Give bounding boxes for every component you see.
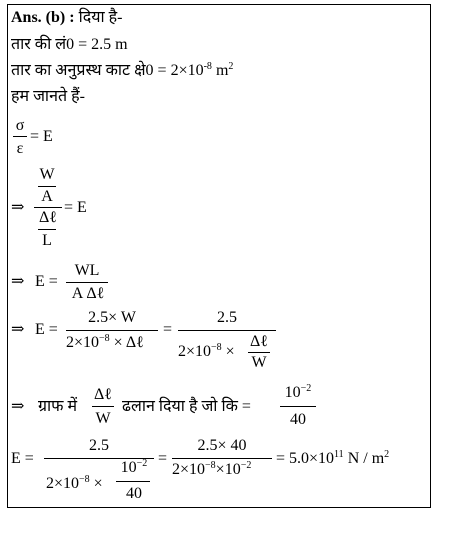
den-exp: −8 [99,333,110,344]
den-part: × [221,343,235,360]
fraction-bar [13,136,27,137]
num-25: 2.5 [217,309,237,326]
equals: = [163,321,173,338]
ten: 10 [120,459,137,476]
given-area-exp: -8 [203,61,212,72]
fraction-bar [34,207,62,208]
den-2e8-dl [66,334,144,352]
den-part: 2×10 [178,343,212,360]
forty: 40 [126,485,142,502]
equals-e: = E [30,128,53,145]
den-part: 2×10 [46,475,80,492]
given-area-text: तार का अनुप्रस्थ काट क्षे0 = 2×10 [11,62,204,79]
result-unit-exp: 2 [384,449,390,460]
fraction-bar [66,330,158,331]
num-25: 2.5 [89,437,109,454]
given-intro: दिया है- [78,9,123,26]
given-area-unit-exp: 2 [228,61,234,72]
implies-arrow: ⇒ [11,398,25,415]
fraction-bar [38,229,56,230]
den-exp: −2 [240,460,252,471]
den-2e8x [178,343,235,361]
den-part: × Δℓ [109,334,144,351]
w-num: W [39,166,55,183]
result-unit: N / m [343,450,385,467]
epsilon: ε [16,140,24,157]
result-value: = 5.0×10 [276,450,335,467]
fraction-bar [116,481,150,482]
den-exp: −8 [79,474,90,485]
fraction-bar [66,282,108,283]
fraction-bar [92,406,114,407]
delta-l-num: Δℓ [94,386,112,403]
num-25w: 2.5× W [88,309,136,326]
fraction-bar [172,458,272,459]
implies-arrow: ⇒ [11,321,25,338]
den-2e8x [46,475,103,493]
graph-text-a: ग्राफ में [38,398,78,415]
ten-exp [112,459,156,477]
den-exp: −8 [211,342,222,353]
a-dl-den: A Δℓ [71,285,105,302]
fraction-bar [248,352,270,353]
e-equals: E = [11,450,34,467]
answer-label: Ans. (b) : [11,9,75,26]
w-den: W [251,354,267,371]
den-part: 2×10 [66,334,100,351]
result-exp: 11 [334,449,344,460]
ten: 10 [284,384,301,401]
answer-heading [11,9,122,27]
we-know: हम जानते हैं- [11,88,85,105]
exp: −2 [136,458,148,469]
result [276,450,389,468]
w-den: W [95,410,111,427]
given-length: तार की लं0 = 2.5 m [11,36,128,53]
den-part: × [89,475,103,492]
given-area-unit: m [211,62,229,79]
implies-arrow: ⇒ [11,199,25,216]
fraction-bar [38,186,56,187]
den-final [172,461,251,479]
wl-num: WL [74,262,100,279]
fraction-bar [178,330,276,331]
given-area [11,62,233,80]
e-equals: E = [35,321,58,338]
num-25x40: 2.5× 40 [197,437,247,454]
sigma: σ [15,117,25,134]
den-part: ×10 [215,461,241,478]
exp: −2 [300,383,312,394]
delta-l-num: Δℓ [250,333,268,350]
e-equals: E = [35,273,58,290]
a-den: A [41,188,53,205]
forty: 40 [290,411,306,428]
equals: = [158,450,168,467]
l-den: L [42,232,52,249]
fraction-bar [280,406,316,407]
den-exp: −8 [205,460,216,471]
implies-arrow: ⇒ [11,273,25,290]
den-part: 2×10 [172,461,206,478]
graph-text-b: ढलान दिया है जो कि = [122,398,251,415]
delta-l-num: Δℓ [39,209,57,226]
ten-exp [276,384,320,402]
equals-e: = E [64,199,87,216]
